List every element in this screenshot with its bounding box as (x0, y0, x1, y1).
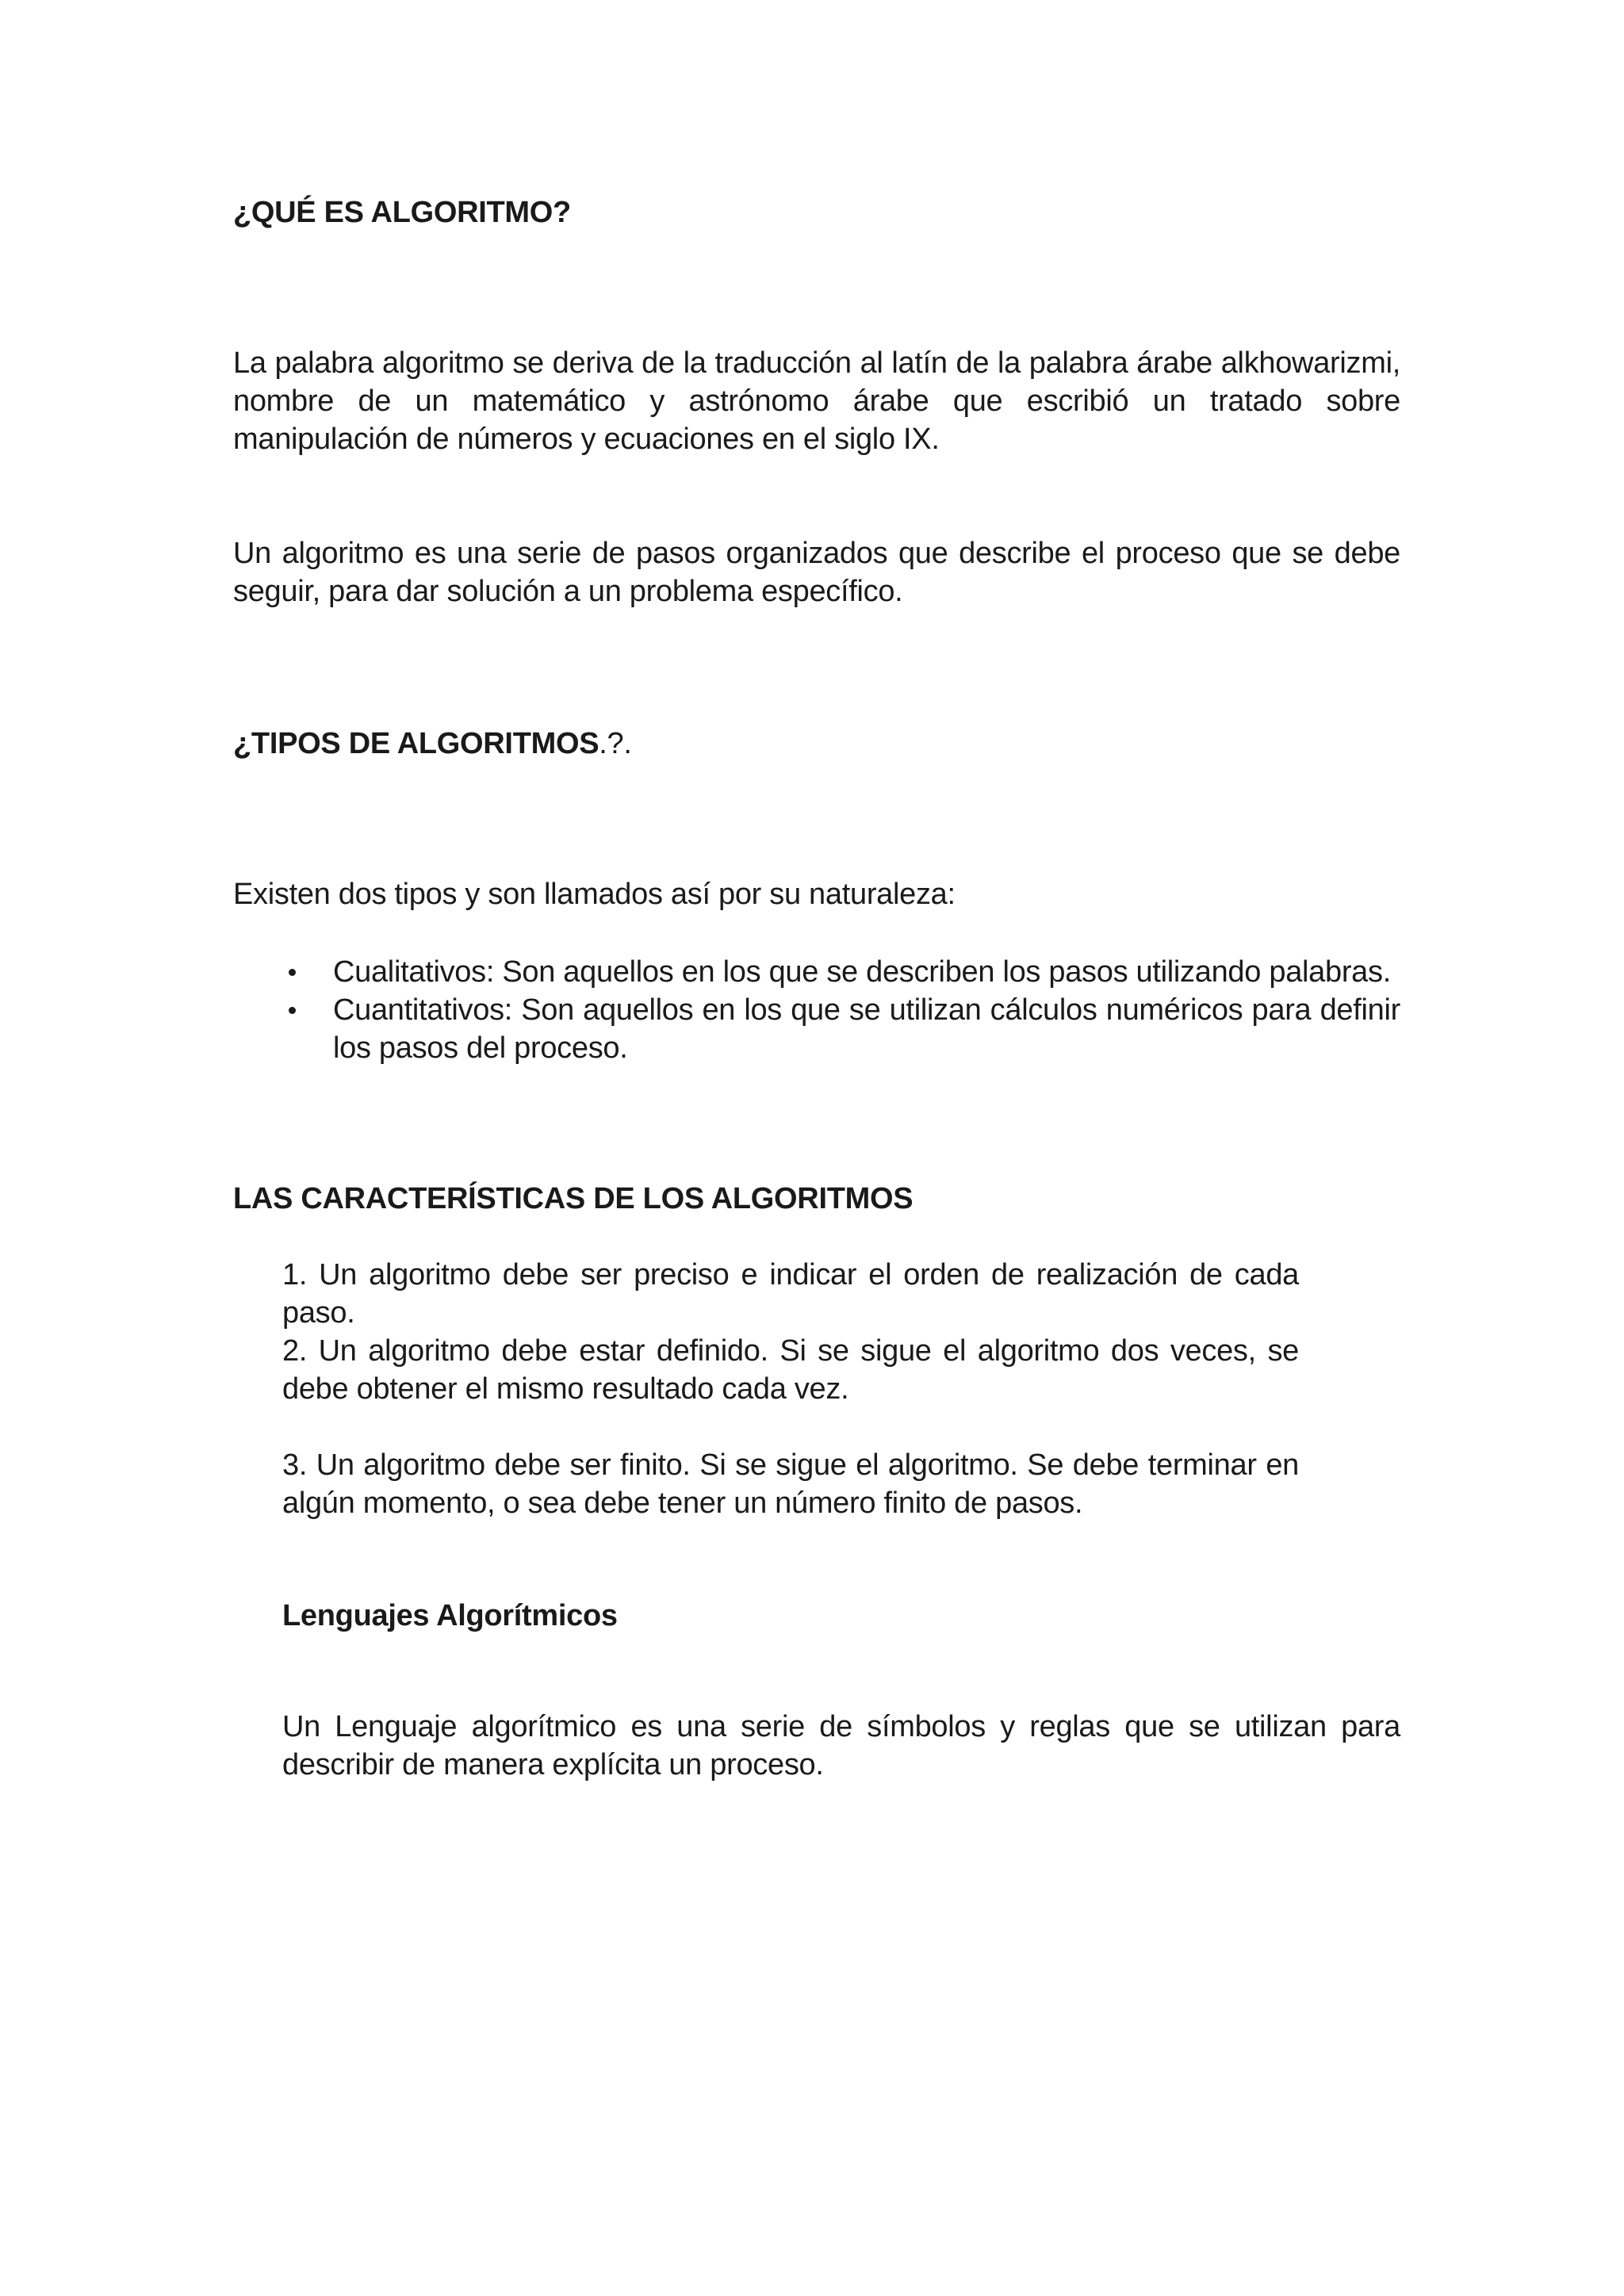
paragraph-lenguaje-algoritmico: Un Lenguaje algorítmico es una serie de símbolos y reglas que se utilizan para describir de manera explícita un proceso. (282, 1710, 1400, 1781)
characteristic-item-2: 2. Un algoritmo debe estar definido. Si se sigue el algoritmo dos veces, se debe obtener el mismo resultado cada vez. (282, 1334, 1299, 1406)
characteristic-item-3: 3. Un algoritmo debe ser finito. Si se sigue el algoritmo. Se debe terminar en algún momento, o sea debe tener un número finito de pasos. (282, 1448, 1299, 1520)
list-item (233, 991, 1400, 1067)
characteristic-item-1: 1. Un algoritmo debe ser preciso e indicar el orden de realización de cada paso. (282, 1258, 1299, 1330)
list-item-text: Cualitativos: Son aquellos en los que se describen los pasos utilizando palabras. (333, 955, 1391, 989)
bullet-icon (289, 1007, 296, 1014)
paragraph-origen-palabra: La palabra algoritmo se deriva de la traducción al latín de la palabra árabe alkhowarizmi, nombre de un matemático y astrónomo árabe que escribió un tratado sobre manipulación de números y ecuaciones en el siglo IX. (233, 346, 1400, 456)
heading-tipos-tail: .?. (599, 727, 632, 760)
bullet-icon (289, 969, 296, 976)
list-item (233, 953, 1400, 991)
heading-tipos-algoritmos (233, 725, 632, 763)
list-item-text: Cuantitativos: Son aquellos en los que se utilizan cálculos numéricos para definir los pasos del proceso. (333, 993, 1400, 1065)
heading-lenguajes-algoritmicos: Lenguajes Algorítmicos (282, 1599, 618, 1632)
heading-tipos-bold: ¿TIPOS DE ALGORITMOS (233, 727, 599, 760)
tipos-list (233, 953, 1400, 1067)
heading-que-es-algoritmo: ¿QUÉ ES ALGORITMO? (233, 196, 571, 229)
heading-caracteristicas: LAS CARACTERÍSTICAS DE LOS ALGORITMOS (233, 1182, 914, 1215)
paragraph-tipos-intro: Existen dos tipos y son llamados así por su naturaleza: (233, 878, 956, 911)
paragraph-definicion-algoritmo: Un algoritmo es una serie de pasos organizados que describe el proceso que se debe seguir, para dar solución a un problema específico. (233, 537, 1400, 608)
